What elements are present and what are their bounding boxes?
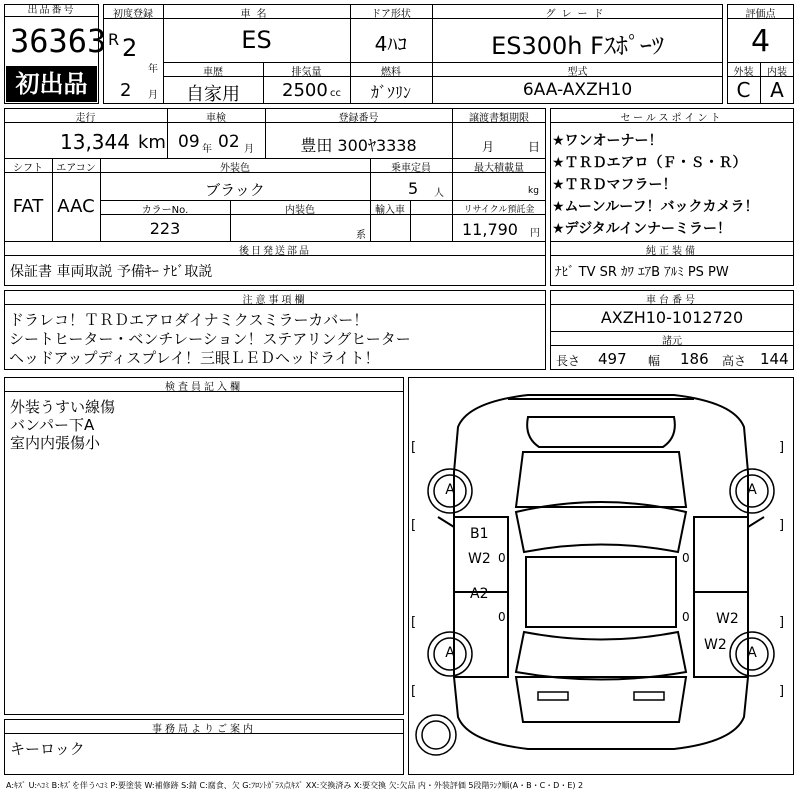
damage-mark-w2-right-2: W2	[704, 637, 727, 653]
selling-label: セールスポイント	[620, 113, 724, 124]
interior-label: 内装	[767, 67, 787, 78]
max-load-label: 最大積載量	[474, 163, 524, 174]
tire-front-left-grade: A	[445, 482, 455, 498]
car-name: ES	[241, 26, 272, 54]
lot-number: 36363	[10, 22, 107, 60]
displacement-label: 排気量	[291, 67, 322, 78]
exterior-label: 外装	[733, 67, 754, 78]
inspection-month: 02	[218, 132, 240, 152]
office-label: 事務局よりご案内	[152, 724, 256, 735]
chassis-value: AXZH10-1012720	[600, 308, 744, 327]
registration-value: 豊田 300ﾔ3338	[300, 136, 417, 155]
later-parts-value: 保証書 車両取説 予備ｷｰ ﾅﾋﾞ取説	[10, 264, 213, 280]
first-time-badge: 初出品	[6, 66, 97, 102]
model-label: 型式	[567, 67, 588, 78]
year-value: 2	[122, 34, 138, 62]
office-value: キーロック	[10, 740, 85, 758]
ac-label: エアコン	[56, 163, 96, 174]
capacity-unit: 人	[434, 188, 444, 199]
tire-rear-right-grade: A	[747, 645, 757, 661]
inspector-line-3: 室内内張傷小	[10, 434, 101, 452]
shift-label: シフト	[13, 163, 43, 174]
mileage-label: 走行	[75, 113, 96, 124]
color-no-label: カラーNo.	[141, 205, 189, 216]
length-label: 長さ	[556, 354, 581, 368]
car-name-label: 車名	[240, 9, 273, 20]
diagram-bracket-close-3: ]	[779, 615, 785, 630]
score-value: 4	[750, 24, 771, 59]
recycle-value: 11,790	[462, 220, 518, 239]
equipment-value: ﾅﾋﾞ TV SR ｶﾜ ｴｱB ｱﾙﾐ PS PW	[555, 265, 729, 280]
era: R	[108, 30, 120, 49]
history-label: 車歴	[203, 67, 223, 78]
int-color-label: 内装色	[285, 205, 315, 216]
month-unit: 月	[148, 90, 158, 101]
inspection-year-unit: 年	[202, 144, 212, 155]
notes-line-2: シートヒーター・ベンチレーション！ステアリングヒーター	[9, 330, 411, 348]
capacity-label: 乗車定員	[391, 163, 431, 174]
diagram-bracket-close-4: ]	[779, 684, 785, 699]
ext-color-value: ブラック	[205, 181, 265, 199]
selling-point-5: ★デジタルインナーミラー！	[552, 221, 732, 237]
later-parts-label: 後日発送部品	[239, 246, 311, 257]
width-value: 186	[680, 350, 709, 368]
diagram-bracket-open-2: [	[411, 518, 417, 533]
damage-mark-b1: B1	[470, 526, 489, 542]
door-handle-right-1: 0	[682, 551, 690, 565]
tire-front-right-grade: A	[747, 482, 757, 498]
shift-value: FAT	[12, 196, 44, 217]
length-value: 497	[598, 350, 627, 368]
int-color-unit: 系	[356, 230, 366, 241]
diagram-bracket-open-1: [	[411, 440, 417, 455]
ac-value: AAC	[57, 196, 95, 217]
equipment-label: 純正装備	[646, 246, 698, 257]
height-value: 144	[760, 350, 789, 368]
tire-rear-left-grade: A	[445, 645, 455, 661]
diagram-bracket-close-2: ]	[779, 518, 785, 533]
transfer-day-unit: 日	[528, 140, 541, 154]
displacement-unit: cc	[330, 88, 341, 99]
door-handle-left-2: 0	[498, 610, 506, 624]
diagram-bracket-open-4: [	[411, 684, 417, 699]
inspector-label: 検査員記入欄	[165, 382, 243, 393]
door-handle-right-2: 0	[682, 610, 690, 624]
legend-text: A:ｷｽﾞ U:ﾍｺﾐ B:ｷｽﾞを伴うﾍｺﾐ P:要塗装 W:補修跡 S:錆 C:腐食、欠 G:ﾌﾛﾝﾄｶﾞﾗｽ点ｷｽﾞ XX:交換済み X:要交換 欠:欠品 内・外装評価 5段階ﾗﾝｸ順(A・B・C・D・E) 2	[6, 781, 584, 790]
history-value: 自家用	[186, 84, 240, 105]
month-value: 2	[120, 80, 132, 101]
ext-color-label: 外装色	[220, 163, 250, 174]
inspector-line-1: 外装うすい線傷	[10, 398, 116, 416]
fuel-label: 燃料	[381, 67, 401, 78]
damage-mark-w2-left: W2	[468, 551, 491, 567]
model-value: 6AA-AXZH10	[522, 80, 633, 100]
grade-value: ES300h Fｽﾎﾟｰﾂ	[491, 32, 664, 60]
max-load-unit: kg	[528, 186, 539, 196]
specs-label: 諸元	[662, 336, 682, 347]
door-value: 4ﾊｺ	[374, 32, 408, 56]
exterior-value: C	[736, 78, 751, 102]
selling-point-1: ★ワンオーナー！	[552, 133, 663, 149]
first-reg-label: 初度登録	[113, 9, 153, 20]
year-unit: 年	[148, 64, 158, 75]
chassis-label: 車台番号	[646, 295, 698, 306]
grade-label: グレード	[545, 9, 610, 20]
damage-mark-w2-right-1: W2	[716, 611, 739, 627]
height-label: 高さ	[722, 354, 747, 368]
score-label: 評価点	[745, 9, 776, 20]
door-label: ドア形状	[371, 9, 411, 20]
recycle-unit: 円	[530, 228, 540, 239]
displacement-value: 2500	[282, 80, 328, 101]
registration-label: 登録番号	[338, 113, 379, 124]
transfer-month-unit: 月	[482, 140, 495, 154]
selling-point-4: ★ムーンルーフ！バックカメラ！	[552, 199, 759, 215]
diagram-bracket-open-3: [	[411, 615, 417, 630]
transfer-label: 譲渡書類期限	[469, 113, 529, 124]
inspection-year: 09	[178, 132, 200, 152]
fuel-value: ｶﾞｿﾘﾝ	[370, 83, 411, 102]
color-no-value: 223	[149, 219, 181, 238]
notes-label: 注意事項欄	[242, 295, 308, 306]
inspection-label: 車検	[206, 113, 226, 124]
car-diagram	[408, 377, 794, 775]
import-label: 輸入車	[375, 205, 405, 216]
damage-mark-a2: A2	[470, 586, 489, 602]
notes-line-3: ヘッドアップディスプレイ！三眼ＬＥＤヘッドライト！	[9, 349, 380, 367]
inspection-month-unit: 月	[244, 144, 254, 155]
mileage-unit: km	[138, 132, 166, 153]
width-label: 幅	[648, 354, 661, 368]
capacity-value: 5	[408, 179, 419, 198]
selling-point-2: ★ＴＲＤエアロ（Ｆ・Ｓ・Ｒ）	[552, 155, 747, 171]
diagram-bracket-close-1: ]	[779, 440, 785, 455]
lot-label: 出品番号	[4, 4, 99, 17]
mileage-value: 13,344	[60, 130, 130, 154]
inspector-line-2: バンパー下A	[10, 416, 95, 434]
interior-value: A	[770, 78, 784, 102]
notes-line-1: ドラレコ！ＴＲＤエアロダイナミクスミラーカバー！	[9, 311, 369, 329]
recycle-label: リサイクル預託金	[463, 205, 535, 215]
door-handle-left-1: 0	[498, 551, 506, 565]
selling-point-3: ★ＴＲＤマフラー！	[552, 177, 677, 193]
